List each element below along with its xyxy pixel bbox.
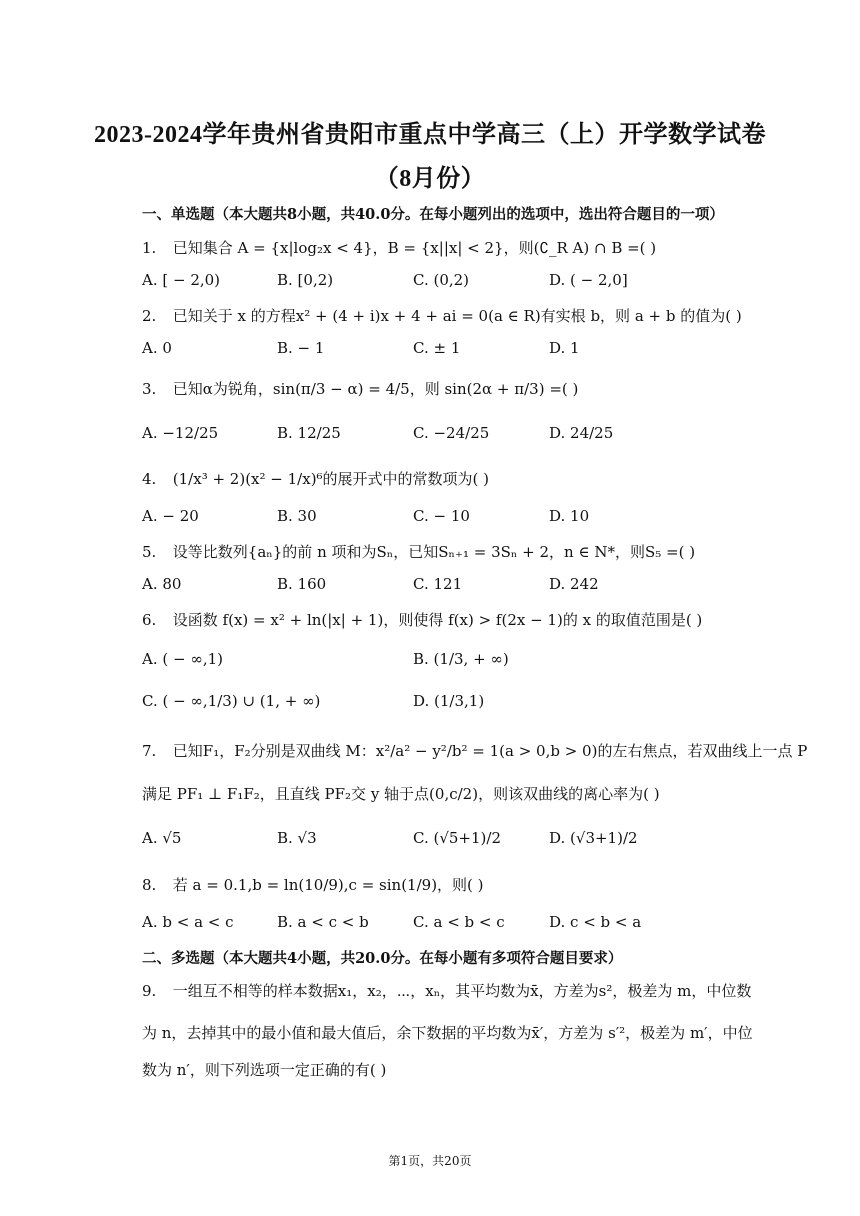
question-text: 已知F₁，F₂分别是双曲线 M：x²/a² − y²/b² = 1(a > 0,b > 0)的左右焦点，若双曲线上一点 P (172, 742, 808, 760)
question-text: 一组互不相等的样本数据x₁，x₂，⋯，xₙ，其平均数为x̄，方差为s²，极差为 m，中位数 (172, 982, 752, 1000)
question-number: 9. (142, 982, 157, 1000)
option-d[interactable]: D. ( − 2,0] (549, 271, 628, 289)
option-a[interactable]: A. √5 (142, 829, 182, 847)
question-number: 3. (142, 380, 157, 398)
option-a[interactable]: A. −12/25 (142, 424, 219, 442)
question-number: 2. (142, 307, 157, 325)
option-c[interactable]: C. (√5+1)/2 (413, 829, 501, 847)
option-d[interactable]: D. 24/25 (549, 424, 614, 442)
question-number: 4. (142, 470, 157, 488)
question-text: 设等比数列{aₙ}的前 n 项和为Sₙ，已知Sₙ₊₁ = 3Sₙ + 2，n ∈ N*，则S₅ =( ) (172, 543, 696, 561)
option-a[interactable]: A. b < a < c (142, 913, 234, 931)
page-footer: 第1页，共20页 (388, 1154, 472, 1168)
option-b[interactable]: B. 30 (277, 507, 317, 525)
option-c[interactable]: C. ( − ∞,1/3) ∪ (1, + ∞) (142, 692, 321, 710)
option-c[interactable]: C. (0,2) (413, 271, 470, 289)
section-heading-single-choice: 一、单选题（本大题共8小题，共40.0分。在每小题列出的选项中，选出符合题目的一项） (142, 206, 724, 223)
question-text: 已知关于 x 的方程x² + (4 + i)x + 4 + ai = 0(a ∈ R)有实根 b，则 a + b 的值为( ) (172, 307, 742, 325)
option-b[interactable]: B. (1/3, + ∞) (413, 650, 509, 668)
question-number: 5. (142, 543, 157, 561)
question-6 (142, 609, 702, 630)
question-number: 8. (142, 876, 157, 894)
question-text: 已知α为锐角，sin(π/3 − α) = 4/5，则 sin(2α + π/3) =( ) (172, 380, 579, 398)
exam-title-subtitle: （8月份） (374, 166, 486, 192)
option-b[interactable]: B. [0,2) (277, 271, 334, 289)
section-heading-multiple-choice: 二、多选题（本大题共4小题，共20.0分。在每小题有多项符合题目要求） (142, 950, 623, 967)
option-b[interactable]: B. 160 (277, 575, 327, 593)
question-number: 6. (142, 611, 157, 629)
option-d[interactable]: D. 1 (549, 339, 580, 357)
question-7 (142, 740, 807, 761)
question-3 (142, 378, 578, 399)
option-d[interactable]: D. 242 (549, 575, 599, 593)
option-c[interactable]: C. −24/25 (413, 424, 490, 442)
option-b[interactable]: B. − 1 (277, 339, 325, 357)
question-number: 7. (142, 742, 157, 760)
option-c[interactable]: C. a < b < c (413, 913, 505, 931)
question-number: 1. (142, 239, 157, 257)
option-d[interactable]: D. c < b < a (549, 913, 642, 931)
question-2 (142, 305, 742, 326)
question-5 (142, 541, 695, 562)
option-d[interactable]: D. (1/3,1) (413, 692, 485, 710)
question-7-continued: 满足 PF₁ ⊥ F₁F₂，且直线 PF₂交 y 轴于点(0,c/2)，则该双曲线的离心率为( ) (142, 785, 660, 803)
option-c[interactable]: C. − 10 (413, 507, 470, 525)
option-d[interactable]: D. (√3+1)/2 (549, 829, 638, 847)
option-a[interactable]: A. − 20 (142, 507, 199, 525)
option-b[interactable]: B. a < c < b (277, 913, 369, 931)
option-b[interactable]: B. √3 (277, 829, 317, 847)
option-d[interactable]: D. 10 (549, 507, 590, 525)
question-9-continued-2: 数为 n′，则下列选项一定正确的有( ) (142, 1061, 387, 1079)
option-a[interactable]: A. 80 (142, 575, 182, 593)
question-text: 设函数 f(x) = x² + ln(|x| + 1)，则使得 f(x) > f(2x − 1)的 x 的取值范围是( ) (172, 611, 703, 629)
option-c[interactable]: C. 121 (413, 575, 463, 593)
question-4 (142, 468, 489, 489)
option-b[interactable]: B. 12/25 (277, 424, 341, 442)
question-text: (1/x³ + 2)(x² − 1/x)⁶的展开式中的常数项为( ) (172, 470, 490, 488)
option-c[interactable]: C. ± 1 (413, 339, 461, 357)
question-8 (142, 874, 484, 895)
option-a[interactable]: A. 0 (142, 339, 172, 357)
exam-title: 2023-2024学年贵州省贵阳市重点中学高三（上）开学数学试卷 (94, 122, 766, 148)
question-1 (142, 237, 656, 258)
option-a[interactable]: A. ( − ∞,1) (142, 650, 223, 668)
question-text: 已知集合 A = {x|log₂x < 4}，B = {x||x| < 2}，则(∁_R A) ∩ B =( ) (172, 239, 657, 257)
question-text: 若 a = 0.1,b = ln(10/9),c = sin(1/9)，则( ) (172, 876, 484, 894)
question-9 (142, 980, 751, 1001)
question-9-continued: 为 n，去掉其中的最小值和最大值后，余下数据的平均数为x̄′，方差为 s′²，极差为 m′，中位 (142, 1024, 753, 1042)
option-a[interactable]: A. [ − 2,0) (142, 271, 221, 289)
